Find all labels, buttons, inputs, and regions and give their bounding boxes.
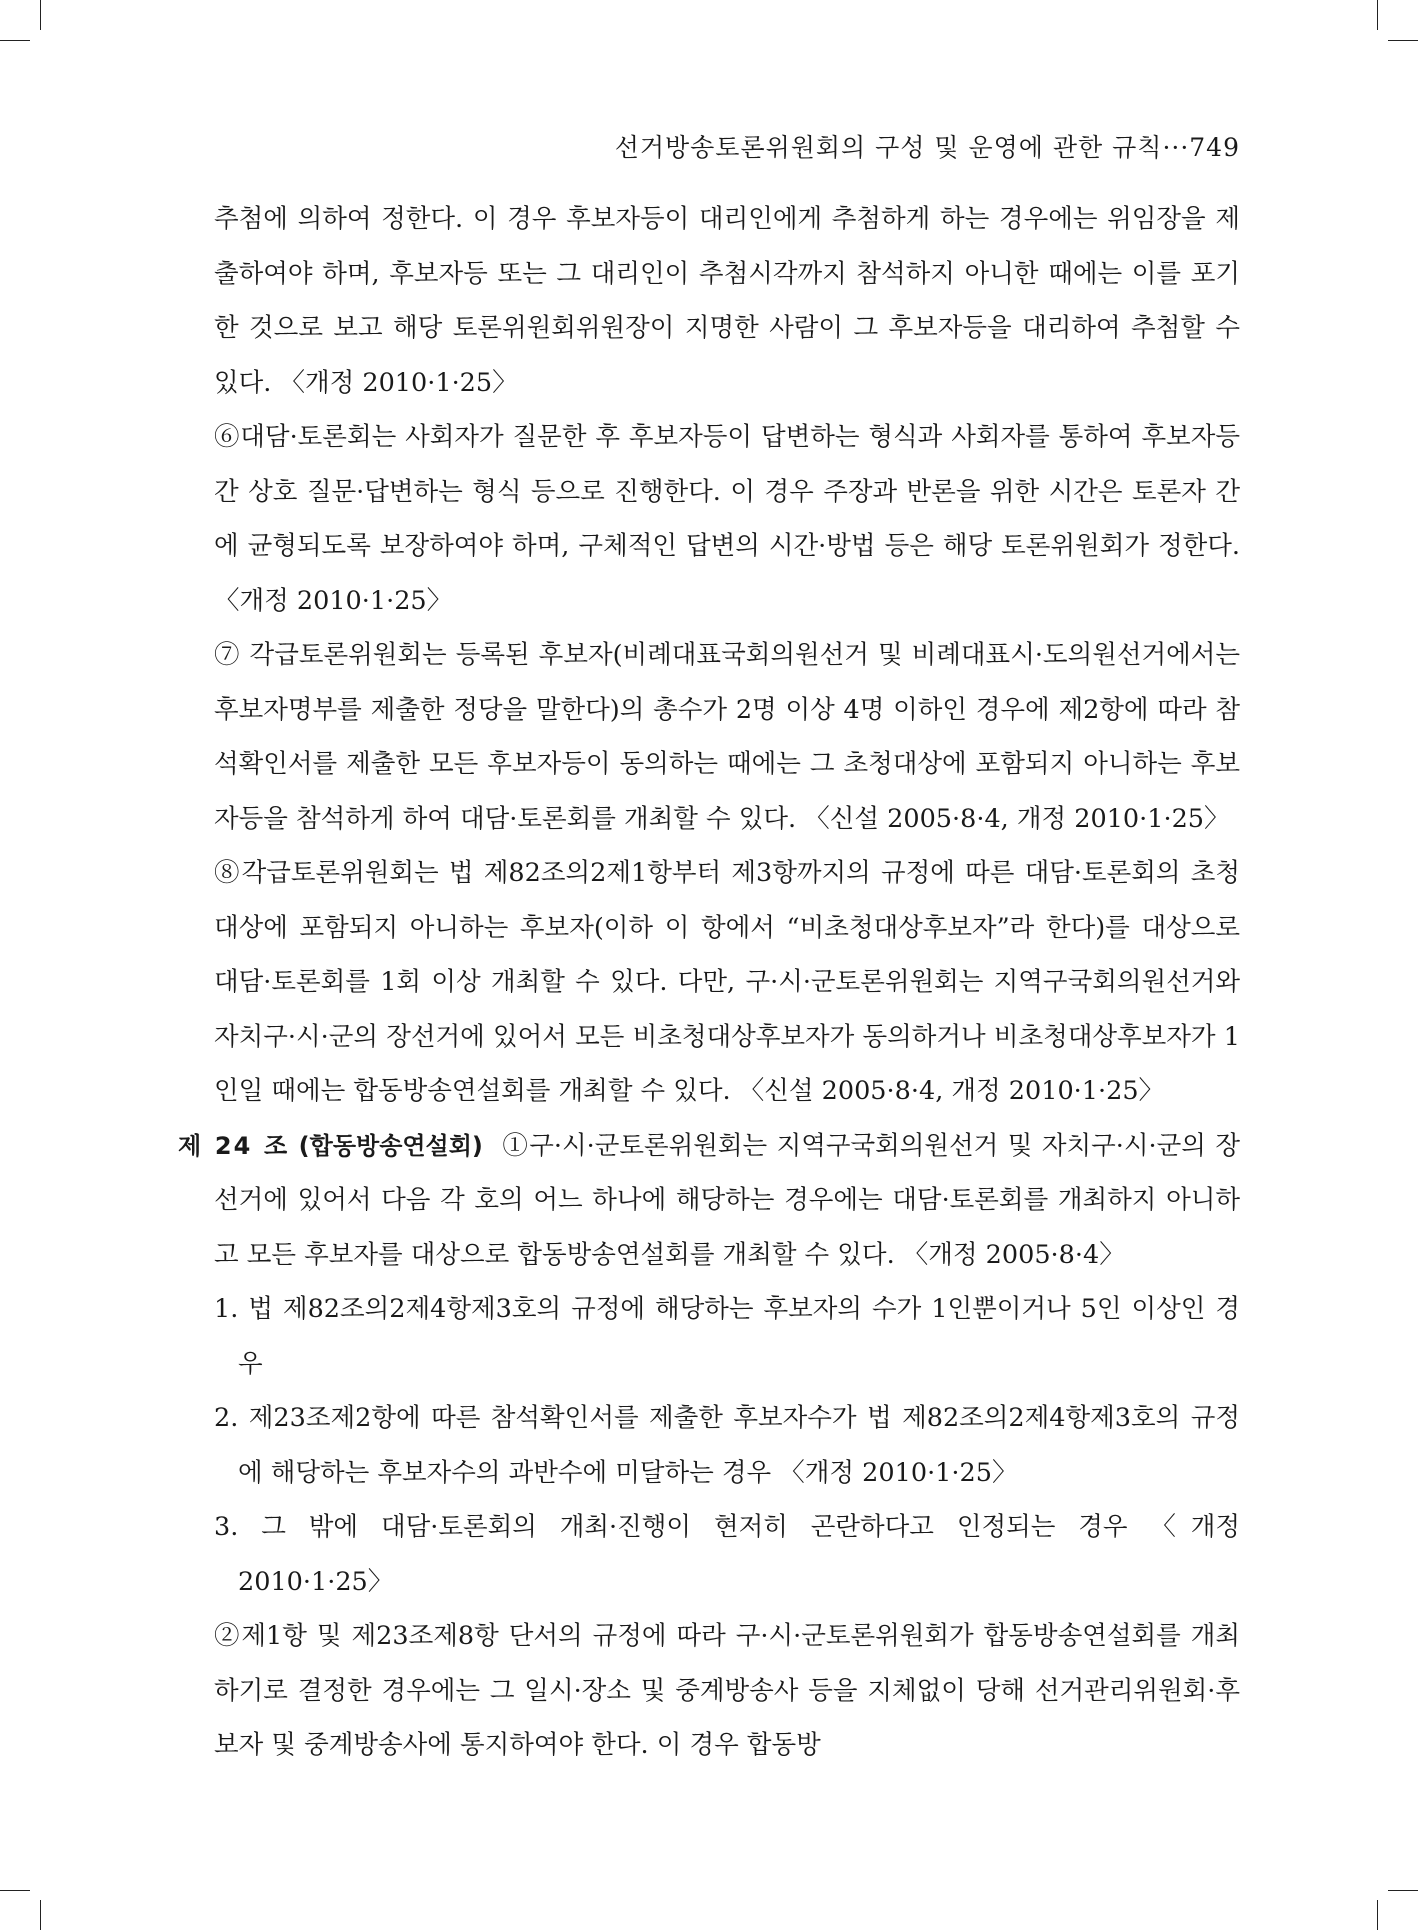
running-header: 선거방송토론위원회의 구성 및 운영에 관한 규칙···749 [614, 133, 1240, 162]
crop-mark [1388, 40, 1418, 41]
crop-mark [0, 40, 30, 41]
crop-mark [0, 1890, 30, 1891]
paragraph-5-continued: 추첨에 의하여 정한다. 이 경우 후보자등이 대리인에게 추첨하게 하는 경우에는 위임장을 제출하여야 하며, 후보자등 또는 그 대리인이 추첨시각까지 참석하지 아니한 때에는 이를 포기한 것으로 보고 해당 토론위원회위원장이 지명한 사람이 그 후보자등을 대리하여 추첨할 수 있다. 〈개정 2010·1·25〉 [214, 204, 1240, 398]
paragraph-8: ⑧각급토론위원회는 법 제82조의2제1항부터 제3항까지의 규정에 따른 대담·토론회의 초청대상에 포함되지 아니하는 후보자(이하 이 항에서 “비초청대상후보자”라 한다)를 대상으로 대담·토론회를 1회 이상 개최할 수 있다. 다만, 구·시·군토론위원회는 지역구국회의원선거와 자치구·시·군의 장선거에 있어서 모든 비초청대상후보자가 동의하거나 비초청대상후보자가 1인일 때에는 합동방송연설회를 개최할 수 있다. 〈신설 2005·8·4, 개정 2010·1·25〉 [214, 858, 1240, 1106]
article-24-paragraph-1: ①구·시·군토론위원회는 지역구국회의원선거 및 자치구·시·군의 장선거에 있어서 다음 각 호의 어느 하나에 해당하는 경우에는 대담·토론회를 개최하지 아니하고 모든 후보자를 대상으로 합동방송연설회를 개최할 수 있다. 〈개정 2005·8·4〉 [214, 1130, 1240, 1270]
article-24-paragraph-2: ②제1항 및 제23조제8항 단서의 규정에 따라 구·시·군토론위원회가 합동방송연설회를 개최하기로 결정한 경우에는 그 일시·장소 및 중계방송사 등을 지체없이 당해 선거관리위원회·후보자 및 중계방송사에 통지하여야 한다. 이 경우 합동방 [214, 1621, 1240, 1760]
crop-mark [1388, 1890, 1418, 1891]
article-title: (합동방송연설회) [298, 1131, 483, 1160]
list-item: 1. 법 제82조의2제4항제3호의 규정에 해당하는 후보자의 수가 1인뿐이거나 5인 이상인 경우 [214, 1294, 1240, 1379]
crop-mark [40, 1900, 41, 1930]
crop-mark [1377, 0, 1378, 30]
list-item: 2. 제23조제2항에 따른 참석확인서를 제출한 후보자수가 법 제82조의2제4항제3호의 규정에 해당하는 후보자수의 과반수에 미달하는 경우 〈개정 2010·1·25〉 [214, 1403, 1240, 1488]
crop-mark [40, 0, 41, 30]
paragraph-7: ⑦ 각급토론위원회는 등록된 후보자(비례대표국회의원선거 및 비례대표시·도의원선거에서는 후보자명부를 제출한 정당을 말한다)의 총수가 2명 이상 4명 이하인 경우에 제2항에 따라 참석확인서를 제출한 모든 후보자등이 동의하는 때에는 그 초청대상에 포함되지 아니하는 후보자등을 참석하게 하여 대담·토론회를 개최할 수 있다. 〈신설 2005·8·4, 개정 2010·1·25〉 [214, 640, 1240, 834]
page-body [178, 192, 1240, 1773]
article-24 [178, 1119, 1240, 1283]
paragraph-6: ⑥대담·토론회는 사회자가 질문한 후 후보자등이 답변하는 형식과 사회자를 통하여 후보자등간 상호 질문·답변하는 형식 등으로 진행한다. 이 경우 주장과 반론을 위한 시간은 토론자 간에 균형되도록 보장하여야 하며, 구체적인 답변의 시간·방법 등은 해당 토론위원회가 정한다. 〈개정 2010·1·25〉 [214, 422, 1240, 616]
crop-mark [1377, 1900, 1378, 1930]
article-number: 제 24 조 [178, 1131, 290, 1160]
list-item: 3. 그 밖에 대담·토론회의 개최·진행이 현저히 곤란하다고 인정되는 경우 〈개정 2010·1·25〉 [214, 1512, 1240, 1597]
